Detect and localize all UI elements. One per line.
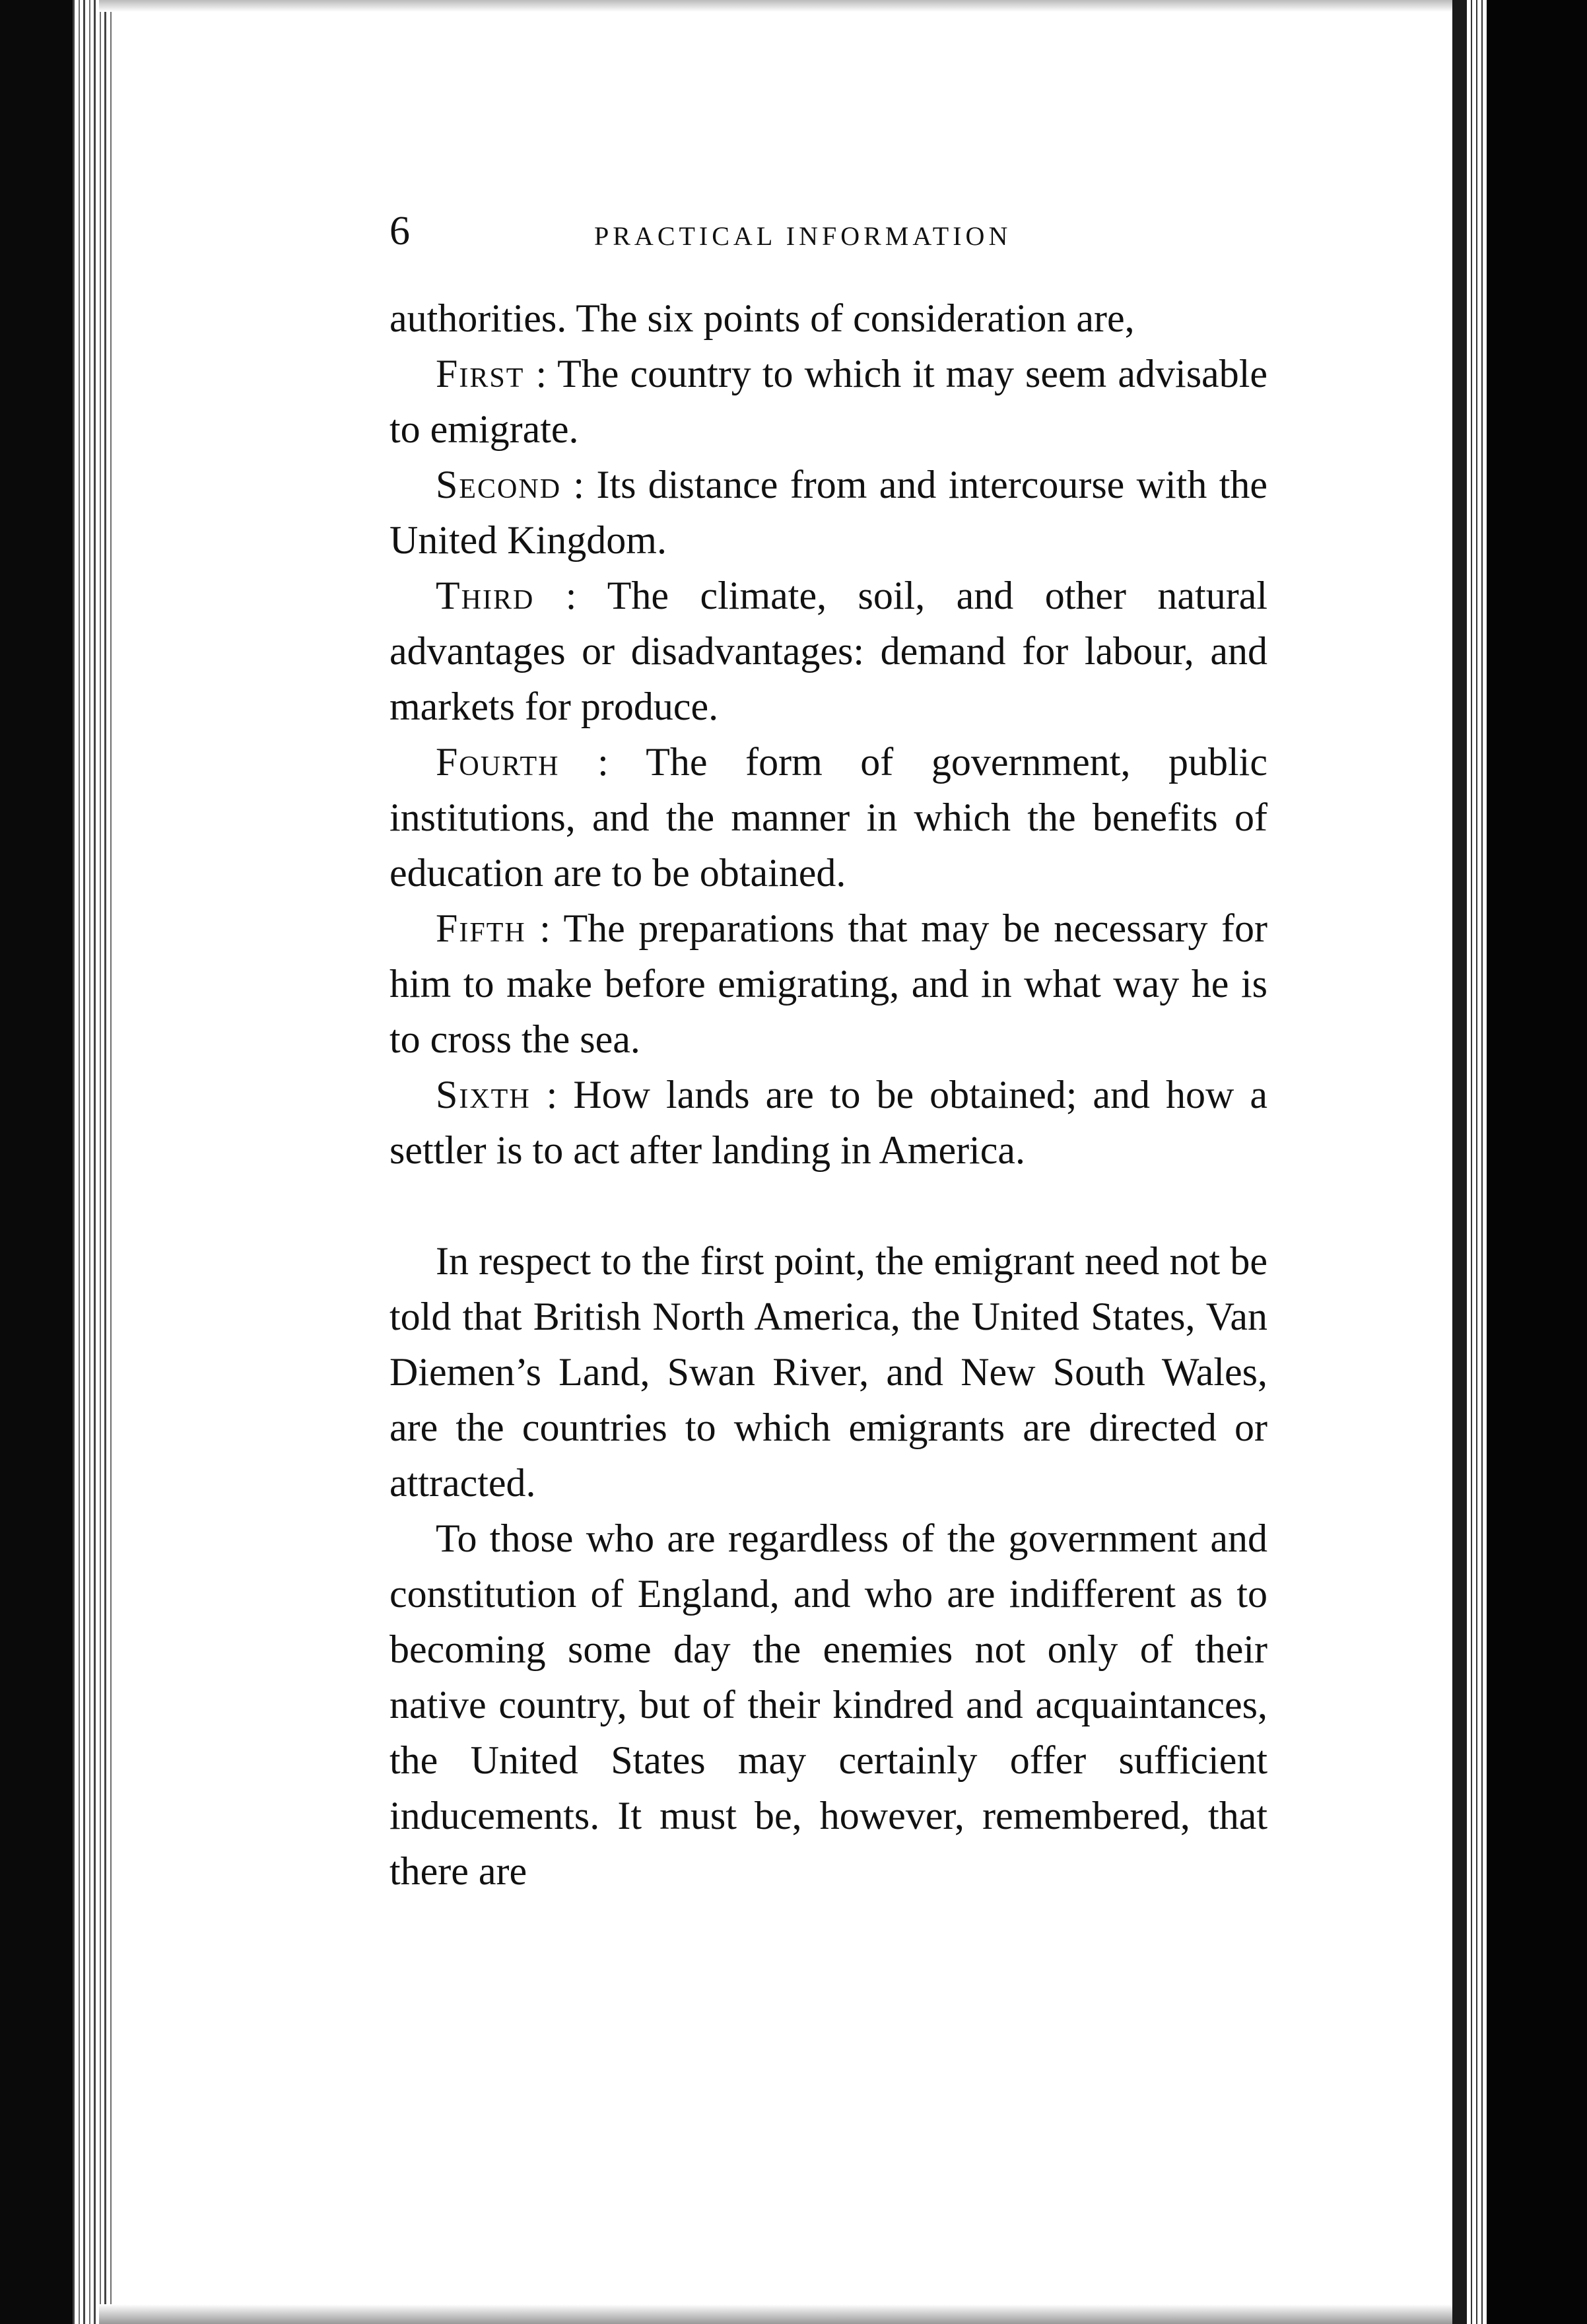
point-text: The country to which it may seem advisable to emigrate. xyxy=(389,352,1267,451)
scan-left-spine xyxy=(0,0,73,2324)
point-text: The form of government, public institutions, and the manner in which the benefits of education are to be obtained. xyxy=(389,740,1267,895)
point-text: The preparations that may be necessary for him to make before emigrating, and in what way he is to cross the sea. xyxy=(389,906,1267,1061)
point-second xyxy=(389,457,1267,568)
point-separator: : xyxy=(559,740,646,784)
point-label: First xyxy=(436,352,525,395)
point-separator: : xyxy=(530,1073,574,1116)
running-head xyxy=(389,205,1267,257)
point-label: Fifth xyxy=(436,906,526,950)
point-sixth xyxy=(389,1067,1267,1178)
scan-right-border xyxy=(1487,0,1587,2324)
page-number: 6 xyxy=(389,209,410,254)
point-text: Its distance from and intercourse with the United Kingdom. xyxy=(389,463,1267,562)
paragraph-united-states: To those who are regardless of the government and constitution of England, and who are indifferent as to becoming some day the enemies not only of their native country, but of their kindred and acquaintances, the United States may certainly offer sufficient inducements. It must be, however, remembered, that there are xyxy=(389,1517,1267,1893)
point-label: Sixth xyxy=(436,1073,531,1116)
point-label: Second xyxy=(436,463,562,506)
scan-left-page-edges xyxy=(73,0,112,2324)
point-separator: : xyxy=(525,906,564,950)
paragraph-intro: authorities. The six points of consideration are, xyxy=(389,296,1135,340)
body-text xyxy=(389,290,1267,1899)
scan-bottom-edge xyxy=(99,2304,1459,2324)
scan-right-page-edges xyxy=(1467,0,1487,2324)
scan-right-gutter xyxy=(1452,0,1467,2324)
running-title: PRACTICAL INFORMATION xyxy=(594,221,1012,251)
point-third xyxy=(389,568,1267,734)
point-fifth xyxy=(389,901,1267,1067)
point-label: Third xyxy=(436,574,535,617)
point-separator: : xyxy=(524,352,558,395)
point-fourth xyxy=(389,734,1267,901)
point-separator: : xyxy=(534,574,607,617)
point-separator: : xyxy=(561,463,597,506)
point-first xyxy=(389,346,1267,457)
scan-top-edge xyxy=(99,0,1459,12)
point-text: The climate, soil, and other natural advantages or disadvantages: demand for labour, and markets for produce. xyxy=(389,574,1267,728)
point-text: How lands are to be obtained; and how a settler is to act after landing in America. xyxy=(389,1073,1267,1172)
point-label: Fourth xyxy=(436,740,560,784)
paragraph-first-point: In respect to the first point, the emigrant need not be told that British North America, the United States, Van Diemen’s Land, Swan River, and New South Wales, are the countries to which emigrants are directed or attracted. xyxy=(389,1239,1267,1505)
